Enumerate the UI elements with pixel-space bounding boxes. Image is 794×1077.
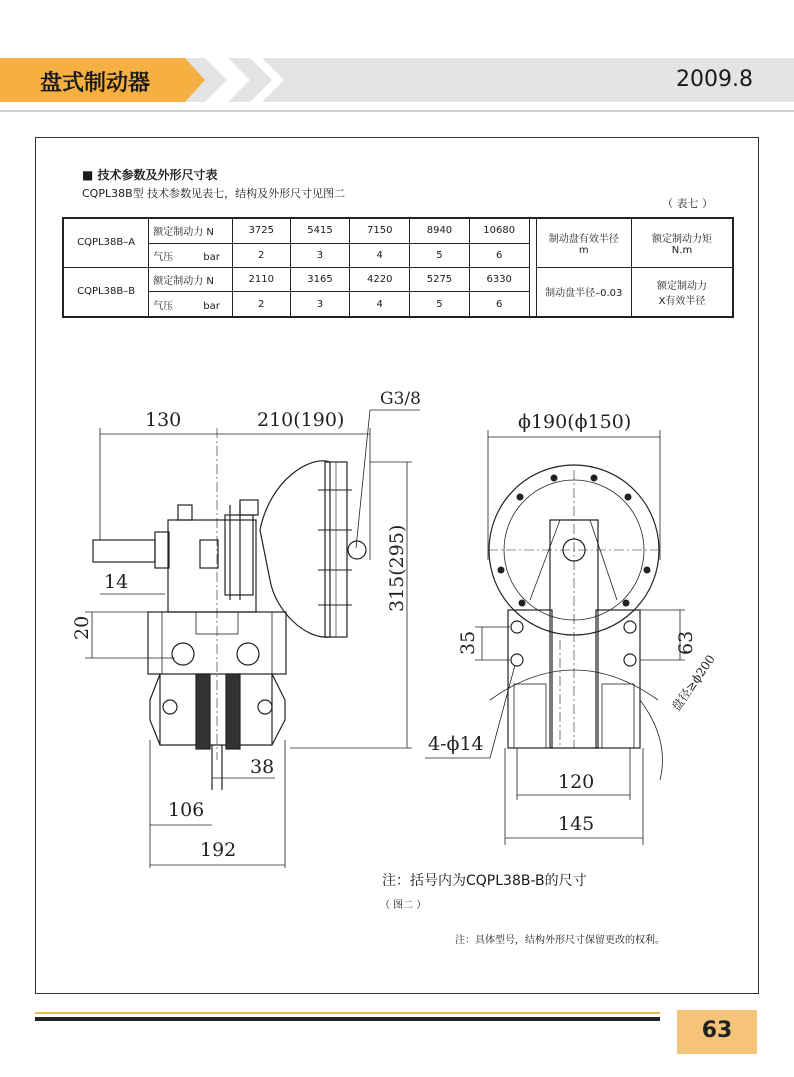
- dim-phi190: ϕ190(ϕ150): [518, 411, 632, 433]
- table-cell: 7150: [350, 218, 410, 243]
- table-cell: 2110: [232, 267, 290, 291]
- figure-caption: （ 图二 ）: [380, 900, 427, 911]
- dim-192: 192: [200, 839, 237, 861]
- dim-315: 315(295): [386, 524, 408, 612]
- dim-14: 14: [104, 571, 129, 593]
- table-cell: 3725: [232, 218, 290, 243]
- table-cell: 3: [290, 292, 350, 317]
- table-cell: 3165: [290, 267, 350, 291]
- table-cell: 5: [410, 243, 470, 267]
- section-title: ■ 技术参数及外形尺寸表: [82, 168, 218, 182]
- table-cell: 4: [350, 243, 410, 267]
- table-cell: 3: [290, 243, 350, 267]
- table-cell: 8940: [410, 218, 470, 243]
- footer-black-line: [35, 1017, 660, 1021]
- torque-formula-1: 额定制动力: [657, 280, 707, 292]
- dimension-note: 注：括号内为CQPL38B-B的尺寸: [382, 873, 587, 889]
- table-cell: 2: [232, 292, 290, 317]
- model-a-cell: CQPL38B–A: [63, 218, 149, 267]
- table-cell: 10680: [469, 218, 529, 243]
- page-number: 63: [701, 1018, 733, 1043]
- section-title-text: 技术参数及外形尺寸表: [97, 168, 218, 182]
- pressure-unit: bar: [203, 300, 220, 312]
- section-subtitle: CQPL38B型 技术参数见表七，结构及外形尺寸见图二: [82, 187, 346, 200]
- pressure-name: 气压: [153, 300, 174, 312]
- dim-63: 63: [675, 630, 697, 655]
- dim-130: 130: [145, 409, 182, 431]
- table-cell: 6330: [469, 267, 529, 291]
- rights-note: 注：具体型号，结构外形尺寸保留更改的权利。: [455, 935, 665, 946]
- table-cell: 6: [469, 243, 529, 267]
- table-cell: 2: [232, 243, 290, 267]
- dim-35: 35: [457, 630, 479, 655]
- dim-disc: 盘径≥ϕ200: [668, 652, 718, 714]
- radius-formula: 制动盘半径–0.03: [536, 267, 631, 317]
- table-caption: （ 表七 ）: [662, 197, 713, 210]
- model-b-cell: CQPL38B–B: [63, 267, 149, 317]
- dim-210: 210(190): [257, 409, 345, 431]
- force-label: 额定制动力 N: [149, 267, 233, 291]
- dim-120: 120: [558, 771, 595, 793]
- torque-formula-2: X有效半径: [658, 295, 706, 307]
- footer-gold-line: [35, 1012, 660, 1014]
- dim-holes: 4-ϕ14: [428, 733, 484, 755]
- radius-unit: m: [578, 244, 589, 256]
- table-cell: 5275: [410, 267, 470, 291]
- table-cell: 4220: [350, 267, 410, 291]
- table-cell: 5: [410, 292, 470, 317]
- dim-g38: G3/8: [380, 389, 421, 409]
- table-cell: 4: [350, 292, 410, 317]
- table-cell: 5415: [290, 218, 350, 243]
- page-year: 2009.8: [676, 67, 753, 92]
- radius-header-text: 制动盘有效半径: [548, 233, 619, 245]
- dim-38: 38: [250, 756, 275, 778]
- dim-106: 106: [168, 799, 205, 821]
- page-title: 盘式制动器: [40, 71, 151, 96]
- pressure-unit: bar: [203, 251, 220, 263]
- force-label: 额定制动力 N: [149, 218, 233, 243]
- torque-unit: N.m: [671, 244, 693, 256]
- torque-header-text: 额定制动力矩: [652, 233, 712, 245]
- table-cell: 6: [469, 292, 529, 317]
- dim-145: 145: [558, 813, 595, 835]
- dim-20: 20: [71, 615, 93, 640]
- pressure-name: 气压: [153, 251, 174, 263]
